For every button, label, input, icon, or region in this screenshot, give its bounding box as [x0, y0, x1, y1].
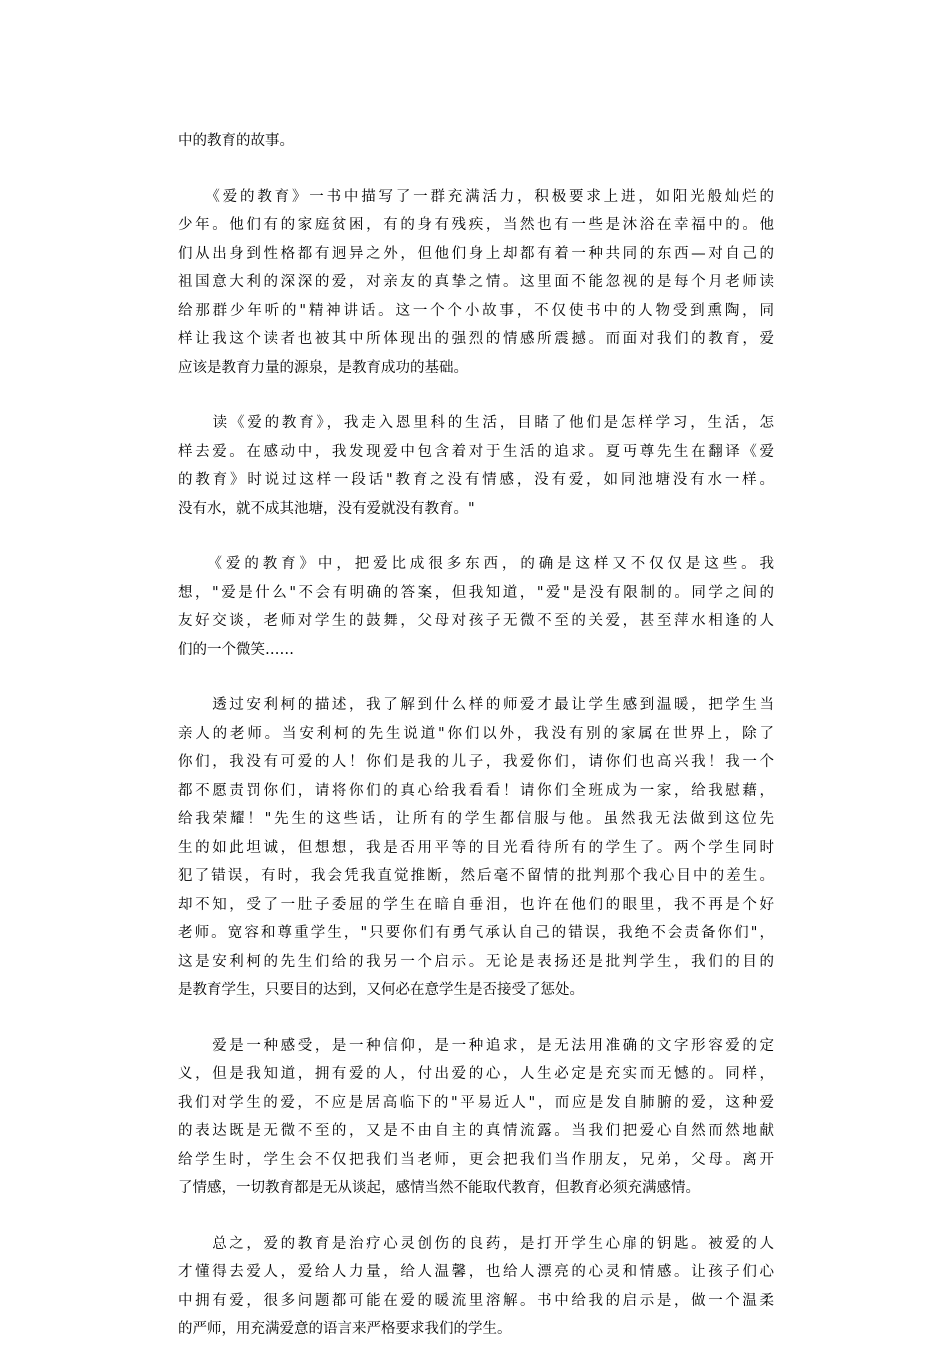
- text-line: 友好交谈，老师对学生的鼓舞，父母对孩子无微不至的关爱，甚至萍水相逢的人: [178, 613, 774, 629]
- text-line: 犯了错误，有时，我会凭我直觉推断，然后毫不留情的批判那个我心目中的差生。: [178, 868, 774, 884]
- paragraph: [178, 550, 774, 664]
- text-line: 《爱的教育》中，把爱比成很多东西，的确是这样又不仅仅是这些。我: [178, 556, 774, 572]
- text-line: 都不愿责罚你们，请将你们的真心给我看看！请你们全班成为一家，给我慰藉，: [178, 782, 774, 799]
- text-line: 爱是一种感受，是一种信仰，是一种追求，是无法用准确的文字形容爱的定: [178, 1037, 774, 1054]
- text-line: 这是安利柯的先生们给的我另一个启示。无论是表扬还是批判学生，我们的目的: [178, 953, 774, 970]
- text-line: 样去爱。在感动中，我发现爱中包含着对于生活的追求。夏丏尊先生在翻译《爱: [178, 443, 774, 460]
- text-line: 们的一个微笑……: [178, 641, 294, 658]
- text-line: 少年。他们有的家庭贫困，有的身有残疾，当然也有一些是沐浴在幸福中的。他: [178, 217, 774, 233]
- text-line: 透过安利柯的描述，我了解到什么样的师爱才最让学生感到温暖，把学生当: [178, 697, 774, 713]
- text-line: 却不知，受了一肚子委屈的学生在暗自垂泪，也许在他们的眼里，我不再是个好: [178, 896, 774, 913]
- text-line: 中拥有爱，很多问题都可能在爱的暖流里溶解。书中给我的启示是，做一个温柔: [178, 1292, 774, 1309]
- text-line: 亲人的老师。当安利柯的先生说道"你们以外，我没有别的家属在世界上，除了: [178, 725, 774, 742]
- text-line: 总之，爱的教育是治疗心灵创伤的良药，是打开学生心扉的钥匙。被爱的人: [178, 1235, 774, 1252]
- text-line: 应该是教育力量的源泉，是教育成功的基础。: [178, 359, 468, 376]
- text-line: 你们，我没有可爱的人！你们是我的儿子，我爱你们，请你们也高兴我！我一个: [178, 754, 774, 770]
- text-line: 祖国意大利的深深的爱，对亲友的真挚之情。这里面不能忽视的是每个月老师读: [178, 274, 774, 290]
- paragraph: [178, 183, 774, 383]
- paragraph: [178, 1230, 774, 1344]
- text-line: 《爱的教育》一书中描写了一群充满活力，积极要求上进，如阳光般灿烂的: [178, 188, 774, 205]
- text-line: 生的如此坦诚，但想想，我是否用平等的目光看待所有的学生了。两个学生同时: [178, 839, 774, 856]
- text-line: 的表达既是无微不至的，又是不由自主的真情流露。当我们把爱心自然而然地献: [178, 1123, 774, 1139]
- paragraph: [178, 691, 774, 1005]
- paragraph: [178, 1032, 774, 1203]
- text-line: 了情感，一切教育都是无从谈起，感情当然不能取代教育，但教育必须充满感情。: [178, 1180, 700, 1196]
- text-line: 我们对学生的爱，不应是居高临下的"平易近人"，而应是发自肺腑的爱，这种爱: [178, 1094, 774, 1111]
- paragraph: [178, 409, 774, 523]
- text-line: 样让我这个读者也被其中所体现出的强烈的情感所震撼。而面对我们的教育，爱: [178, 331, 774, 347]
- text-line: 的严师，用充满爱意的语言来严格要求我们的学生。: [178, 1321, 512, 1337]
- text-line: 读《爱的教育》，我走入恩里科的生活，目睹了他们是怎样学习，生活，怎: [178, 415, 774, 431]
- intro-line-block: [178, 127, 774, 156]
- document-body: [178, 127, 774, 1371]
- text-line: 给我荣耀！"先生的这些话，让所有的学生都信服与他。虽然我无法做到这位先: [178, 811, 774, 827]
- text-line: 想，"爱是什么"不会有明确的答案，但我知道，"爱"是没有限制的。同学之间的: [178, 584, 774, 601]
- text-line: 给那群少年听的"精神讲话。这一个个小故事，不仅使书中的人物受到熏陶，同: [178, 302, 774, 319]
- text-line: 义，但是我知道，拥有爱的人，付出爱的心，人生必定是充实而无憾的。同样，: [178, 1066, 774, 1082]
- text-line: 中的教育的故事。: [178, 133, 294, 149]
- text-line: 老师。宽容和尊重学生，"只要你们有勇气承认自己的错误，我绝不会责备你们"，: [178, 925, 774, 941]
- text-line: 给学生时，学生会不仅把我们当老师，更会把我们当作朋友，兄弟，父母。离开: [178, 1151, 774, 1168]
- text-line: 的教育》时说过这样一段话"教育之没有情感，没有爱，如同池塘没有水一样。: [178, 472, 774, 488]
- text-line: 们从出身到性格都有迥异之外，但他们身上却都有着一种共同的东西—对自己的: [178, 245, 774, 262]
- text-line: 没有水，就不成其池塘，没有爱就没有教育。": [178, 500, 475, 517]
- text-line: 是教育学生，只要目的达到，又何必在意学生是否接受了惩处。: [178, 982, 584, 998]
- text-line: 才懂得去爱人，爱给人力量，给人温馨，也给人漂亮的心灵和情感。让孩子们心: [178, 1264, 774, 1280]
